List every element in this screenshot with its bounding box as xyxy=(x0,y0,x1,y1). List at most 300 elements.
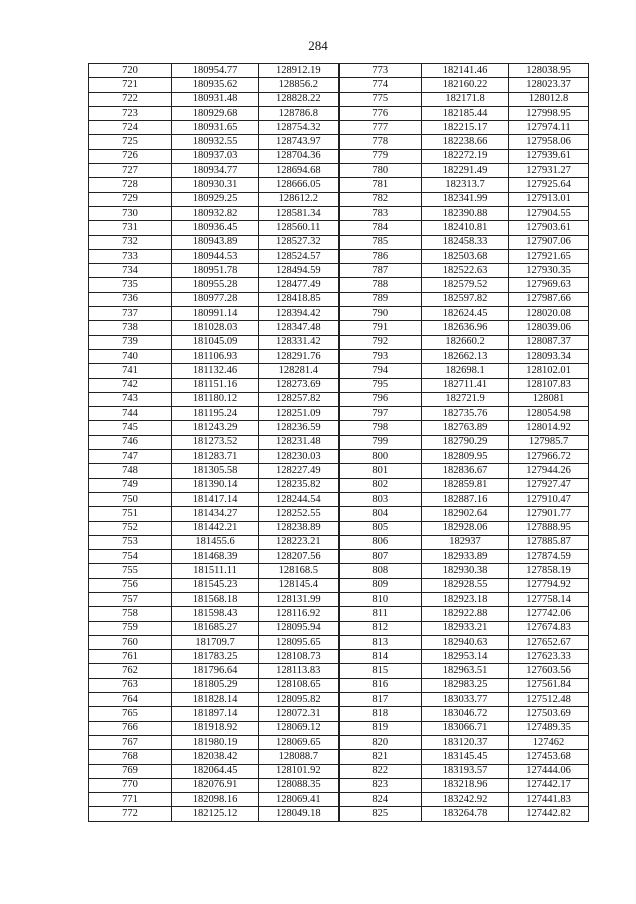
y-coordinate-cell: 127623.33 xyxy=(509,650,589,664)
y-coordinate-cell: 128054.98 xyxy=(509,407,589,421)
x-coordinate-cell: 182721.9 xyxy=(422,392,509,406)
x-coordinate-cell: 182698.1 xyxy=(422,364,509,378)
point-number-cell: 796 xyxy=(339,392,422,406)
point-number-cell: 782 xyxy=(339,192,422,206)
point-number-cell: 777 xyxy=(339,121,422,135)
table-row xyxy=(89,392,589,406)
table-row xyxy=(89,550,589,564)
y-coordinate-cell: 127921.65 xyxy=(509,249,589,263)
y-coordinate-cell: 128145.4 xyxy=(259,578,339,592)
table-row xyxy=(89,650,589,664)
y-coordinate-cell: 128049.18 xyxy=(259,807,339,821)
x-coordinate-cell: 180944.53 xyxy=(172,249,259,263)
point-number-cell: 776 xyxy=(339,106,422,120)
point-number-cell: 725 xyxy=(89,135,172,149)
x-coordinate-cell: 183193.57 xyxy=(422,764,509,778)
x-coordinate-cell: 183145.45 xyxy=(422,750,509,764)
table-row xyxy=(89,135,589,149)
table-row xyxy=(89,206,589,220)
point-number-cell: 807 xyxy=(339,550,422,564)
y-coordinate-cell: 128038.95 xyxy=(509,64,589,78)
x-coordinate-cell: 181685.27 xyxy=(172,621,259,635)
x-coordinate-cell: 182341.99 xyxy=(422,192,509,206)
y-coordinate-cell: 128786.8 xyxy=(259,106,339,120)
point-number-cell: 770 xyxy=(89,778,172,792)
point-number-cell: 801 xyxy=(339,464,422,478)
point-number-cell: 753 xyxy=(89,535,172,549)
x-coordinate-cell: 182185.44 xyxy=(422,106,509,120)
x-coordinate-cell: 181568.18 xyxy=(172,592,259,606)
table-row xyxy=(89,592,589,606)
x-coordinate-cell: 181511.11 xyxy=(172,564,259,578)
table-row xyxy=(89,778,589,792)
point-number-cell: 779 xyxy=(339,149,422,163)
y-coordinate-cell: 128081 xyxy=(509,392,589,406)
point-number-cell: 722 xyxy=(89,92,172,106)
point-number-cell: 721 xyxy=(89,78,172,92)
y-coordinate-cell: 128095.65 xyxy=(259,635,339,649)
x-coordinate-cell: 181417.14 xyxy=(172,492,259,506)
x-coordinate-cell: 182662.13 xyxy=(422,349,509,363)
y-coordinate-cell: 127858.19 xyxy=(509,564,589,578)
y-coordinate-cell: 127903.61 xyxy=(509,221,589,235)
point-number-cell: 784 xyxy=(339,221,422,235)
x-coordinate-cell: 181709.7 xyxy=(172,635,259,649)
point-number-cell: 772 xyxy=(89,807,172,821)
point-number-cell: 727 xyxy=(89,164,172,178)
point-number-cell: 781 xyxy=(339,178,422,192)
y-coordinate-cell: 128912.19 xyxy=(259,64,339,78)
point-number-cell: 751 xyxy=(89,507,172,521)
table-row xyxy=(89,707,589,721)
y-coordinate-cell: 128331.42 xyxy=(259,335,339,349)
y-coordinate-cell: 128524.57 xyxy=(259,249,339,263)
y-coordinate-cell: 128039.06 xyxy=(509,321,589,335)
x-coordinate-cell: 182809.95 xyxy=(422,450,509,464)
y-coordinate-cell: 128856.2 xyxy=(259,78,339,92)
y-coordinate-cell: 127985.7 xyxy=(509,435,589,449)
x-coordinate-cell: 182887.16 xyxy=(422,492,509,506)
x-coordinate-cell: 182937 xyxy=(422,535,509,549)
y-coordinate-cell: 128207.56 xyxy=(259,550,339,564)
x-coordinate-cell: 182141.46 xyxy=(422,64,509,78)
x-coordinate-cell: 182410.81 xyxy=(422,221,509,235)
table-row xyxy=(89,221,589,235)
x-coordinate-cell: 181028.03 xyxy=(172,321,259,335)
point-number-cell: 805 xyxy=(339,521,422,535)
table-row xyxy=(89,578,589,592)
table-row xyxy=(89,149,589,163)
y-coordinate-cell: 127603.56 xyxy=(509,664,589,678)
x-coordinate-cell: 182503.68 xyxy=(422,249,509,263)
table-row xyxy=(89,349,589,363)
point-number-cell: 745 xyxy=(89,421,172,435)
x-coordinate-cell: 182125.12 xyxy=(172,807,259,821)
y-coordinate-cell: 128012.8 xyxy=(509,92,589,106)
x-coordinate-cell: 180931.48 xyxy=(172,92,259,106)
point-number-cell: 788 xyxy=(339,278,422,292)
point-number-cell: 737 xyxy=(89,307,172,321)
y-coordinate-cell: 127910.47 xyxy=(509,492,589,506)
y-coordinate-cell: 128014.92 xyxy=(509,421,589,435)
point-number-cell: 740 xyxy=(89,349,172,363)
y-coordinate-cell: 128754.32 xyxy=(259,121,339,135)
x-coordinate-cell: 183033.77 xyxy=(422,693,509,707)
table-row xyxy=(89,492,589,506)
point-number-cell: 804 xyxy=(339,507,422,521)
x-coordinate-cell: 181897.14 xyxy=(172,707,259,721)
point-number-cell: 756 xyxy=(89,578,172,592)
x-coordinate-cell: 183242.92 xyxy=(422,793,509,807)
point-number-cell: 783 xyxy=(339,206,422,220)
point-number-cell: 730 xyxy=(89,206,172,220)
x-coordinate-cell: 180977.28 xyxy=(172,292,259,306)
x-coordinate-cell: 180936.45 xyxy=(172,221,259,235)
x-coordinate-cell: 181918.92 xyxy=(172,721,259,735)
y-coordinate-cell: 128168.5 xyxy=(259,564,339,578)
y-coordinate-cell: 127913.01 xyxy=(509,192,589,206)
point-number-cell: 815 xyxy=(339,664,422,678)
x-coordinate-cell: 182983.25 xyxy=(422,678,509,692)
y-coordinate-cell: 128087.37 xyxy=(509,335,589,349)
table-row xyxy=(89,635,589,649)
x-coordinate-cell: 182624.45 xyxy=(422,307,509,321)
y-coordinate-cell: 127561.84 xyxy=(509,678,589,692)
x-coordinate-cell: 182928.06 xyxy=(422,521,509,535)
x-coordinate-cell: 181243.29 xyxy=(172,421,259,435)
point-number-cell: 775 xyxy=(339,92,422,106)
x-coordinate-cell: 182930.38 xyxy=(422,564,509,578)
x-coordinate-cell: 182933.89 xyxy=(422,550,509,564)
x-coordinate-cell: 182953.14 xyxy=(422,650,509,664)
y-coordinate-cell: 128095.82 xyxy=(259,693,339,707)
point-number-cell: 809 xyxy=(339,578,422,592)
point-number-cell: 792 xyxy=(339,335,422,349)
point-number-cell: 760 xyxy=(89,635,172,649)
y-coordinate-cell: 127652.67 xyxy=(509,635,589,649)
point-number-cell: 822 xyxy=(339,764,422,778)
x-coordinate-cell: 180929.25 xyxy=(172,192,259,206)
x-coordinate-cell: 181151.16 xyxy=(172,378,259,392)
y-coordinate-cell: 128828.22 xyxy=(259,92,339,106)
y-coordinate-cell: 128069.12 xyxy=(259,721,339,735)
y-coordinate-cell: 128227.49 xyxy=(259,464,339,478)
point-number-cell: 747 xyxy=(89,450,172,464)
y-coordinate-cell: 128131.99 xyxy=(259,592,339,606)
point-number-cell: 787 xyxy=(339,264,422,278)
y-coordinate-cell: 128231.48 xyxy=(259,435,339,449)
table-row xyxy=(89,807,589,821)
table-row xyxy=(89,735,589,749)
y-coordinate-cell: 128494.59 xyxy=(259,264,339,278)
y-coordinate-cell: 128088.35 xyxy=(259,778,339,792)
x-coordinate-cell: 182064.45 xyxy=(172,764,259,778)
x-coordinate-cell: 182790.29 xyxy=(422,435,509,449)
coordinates-table-body xyxy=(89,64,589,822)
point-number-cell: 733 xyxy=(89,249,172,263)
y-coordinate-cell: 127901.77 xyxy=(509,507,589,521)
y-coordinate-cell: 127987.66 xyxy=(509,292,589,306)
x-coordinate-cell: 180935.62 xyxy=(172,78,259,92)
x-coordinate-cell: 181283.71 xyxy=(172,450,259,464)
point-number-cell: 795 xyxy=(339,378,422,392)
table-row xyxy=(89,507,589,521)
x-coordinate-cell: 182098.16 xyxy=(172,793,259,807)
table-row xyxy=(89,378,589,392)
x-coordinate-cell: 181195.24 xyxy=(172,407,259,421)
y-coordinate-cell: 127674.83 xyxy=(509,621,589,635)
point-number-cell: 821 xyxy=(339,750,422,764)
y-coordinate-cell: 128095.94 xyxy=(259,621,339,635)
x-coordinate-cell: 181434.27 xyxy=(172,507,259,521)
point-number-cell: 820 xyxy=(339,735,422,749)
table-row xyxy=(89,249,589,263)
y-coordinate-cell: 128418.85 xyxy=(259,292,339,306)
point-number-cell: 728 xyxy=(89,178,172,192)
table-row xyxy=(89,364,589,378)
table-row xyxy=(89,793,589,807)
point-number-cell: 754 xyxy=(89,550,172,564)
x-coordinate-cell: 181828.14 xyxy=(172,693,259,707)
y-coordinate-cell: 128527.32 xyxy=(259,235,339,249)
y-coordinate-cell: 127874.59 xyxy=(509,550,589,564)
y-coordinate-cell: 128477.49 xyxy=(259,278,339,292)
table-row xyxy=(89,464,589,478)
x-coordinate-cell: 181273.52 xyxy=(172,435,259,449)
y-coordinate-cell: 127966.72 xyxy=(509,450,589,464)
table-row xyxy=(89,450,589,464)
table-row xyxy=(89,407,589,421)
y-coordinate-cell: 127453.68 xyxy=(509,750,589,764)
table-row xyxy=(89,278,589,292)
x-coordinate-cell: 182458.33 xyxy=(422,235,509,249)
table-row xyxy=(89,78,589,92)
point-number-cell: 816 xyxy=(339,678,422,692)
table-row xyxy=(89,192,589,206)
point-number-cell: 744 xyxy=(89,407,172,421)
x-coordinate-cell: 181390.14 xyxy=(172,478,259,492)
point-number-cell: 814 xyxy=(339,650,422,664)
point-number-cell: 774 xyxy=(339,78,422,92)
y-coordinate-cell: 128088.7 xyxy=(259,750,339,764)
y-coordinate-cell: 128101.92 xyxy=(259,764,339,778)
point-number-cell: 786 xyxy=(339,249,422,263)
point-number-cell: 723 xyxy=(89,106,172,120)
point-number-cell: 755 xyxy=(89,564,172,578)
point-number-cell: 790 xyxy=(339,307,422,321)
y-coordinate-cell: 127974.11 xyxy=(509,121,589,135)
y-coordinate-cell: 127930.35 xyxy=(509,264,589,278)
x-coordinate-cell: 180951.78 xyxy=(172,264,259,278)
table-row xyxy=(89,621,589,635)
point-number-cell: 762 xyxy=(89,664,172,678)
point-number-cell: 798 xyxy=(339,421,422,435)
x-coordinate-cell: 182923.18 xyxy=(422,592,509,606)
y-coordinate-cell: 128704.36 xyxy=(259,149,339,163)
x-coordinate-cell: 182902.64 xyxy=(422,507,509,521)
x-coordinate-cell: 182660.2 xyxy=(422,335,509,349)
table-row xyxy=(89,92,589,106)
x-coordinate-cell: 180930.31 xyxy=(172,178,259,192)
x-coordinate-cell: 182735.76 xyxy=(422,407,509,421)
point-number-cell: 761 xyxy=(89,650,172,664)
y-coordinate-cell: 128236.59 xyxy=(259,421,339,435)
y-coordinate-cell: 127794.92 xyxy=(509,578,589,592)
y-coordinate-cell: 128093.34 xyxy=(509,349,589,363)
y-coordinate-cell: 128107.83 xyxy=(509,378,589,392)
point-number-cell: 825 xyxy=(339,807,422,821)
y-coordinate-cell: 128347.48 xyxy=(259,321,339,335)
y-coordinate-cell: 128666.05 xyxy=(259,178,339,192)
y-coordinate-cell: 127512.48 xyxy=(509,693,589,707)
table-row xyxy=(89,178,589,192)
table-row xyxy=(89,664,589,678)
y-coordinate-cell: 127925.64 xyxy=(509,178,589,192)
y-coordinate-cell: 127441.83 xyxy=(509,793,589,807)
y-coordinate-cell: 127888.95 xyxy=(509,521,589,535)
y-coordinate-cell: 128230.03 xyxy=(259,450,339,464)
y-coordinate-cell: 128743.97 xyxy=(259,135,339,149)
point-number-cell: 766 xyxy=(89,721,172,735)
y-coordinate-cell: 127969.63 xyxy=(509,278,589,292)
x-coordinate-cell: 181132.46 xyxy=(172,364,259,378)
point-number-cell: 749 xyxy=(89,478,172,492)
y-coordinate-cell: 128394.42 xyxy=(259,307,339,321)
table-row xyxy=(89,164,589,178)
x-coordinate-cell: 182940.63 xyxy=(422,635,509,649)
x-coordinate-cell: 181783.25 xyxy=(172,650,259,664)
coordinates-table xyxy=(88,63,589,822)
point-number-cell: 742 xyxy=(89,378,172,392)
x-coordinate-cell: 182390.88 xyxy=(422,206,509,220)
y-coordinate-cell: 127885.87 xyxy=(509,535,589,549)
point-number-cell: 813 xyxy=(339,635,422,649)
point-number-cell: 793 xyxy=(339,349,422,363)
x-coordinate-cell: 183046.72 xyxy=(422,707,509,721)
x-coordinate-cell: 182160.22 xyxy=(422,78,509,92)
x-coordinate-cell: 182313.7 xyxy=(422,178,509,192)
y-coordinate-cell: 127927.47 xyxy=(509,478,589,492)
table-row xyxy=(89,564,589,578)
y-coordinate-cell: 127489.35 xyxy=(509,721,589,735)
table-row xyxy=(89,292,589,306)
x-coordinate-cell: 180929.68 xyxy=(172,106,259,120)
table-row xyxy=(89,750,589,764)
y-coordinate-cell: 127904.55 xyxy=(509,206,589,220)
x-coordinate-cell: 182522.63 xyxy=(422,264,509,278)
y-coordinate-cell: 127442.82 xyxy=(509,807,589,821)
table-row xyxy=(89,478,589,492)
point-number-cell: 810 xyxy=(339,592,422,606)
x-coordinate-cell: 182238.66 xyxy=(422,135,509,149)
y-coordinate-cell: 127944.26 xyxy=(509,464,589,478)
point-number-cell: 750 xyxy=(89,492,172,506)
x-coordinate-cell: 180932.55 xyxy=(172,135,259,149)
x-coordinate-cell: 181805.29 xyxy=(172,678,259,692)
y-coordinate-cell: 127742.06 xyxy=(509,607,589,621)
x-coordinate-cell: 181180.12 xyxy=(172,392,259,406)
point-number-cell: 802 xyxy=(339,478,422,492)
point-number-cell: 791 xyxy=(339,321,422,335)
table-row xyxy=(89,721,589,735)
x-coordinate-cell: 182836.67 xyxy=(422,464,509,478)
point-number-cell: 817 xyxy=(339,693,422,707)
x-coordinate-cell: 181796.64 xyxy=(172,664,259,678)
point-number-cell: 764 xyxy=(89,693,172,707)
x-coordinate-cell: 181455.6 xyxy=(172,535,259,549)
y-coordinate-cell: 127442.17 xyxy=(509,778,589,792)
x-coordinate-cell: 182291.49 xyxy=(422,164,509,178)
y-coordinate-cell: 128113.83 xyxy=(259,664,339,678)
y-coordinate-cell: 127907.06 xyxy=(509,235,589,249)
point-number-cell: 734 xyxy=(89,264,172,278)
point-number-cell: 720 xyxy=(89,64,172,78)
point-number-cell: 819 xyxy=(339,721,422,735)
y-coordinate-cell: 128223.21 xyxy=(259,535,339,549)
y-coordinate-cell: 128116.92 xyxy=(259,607,339,621)
point-number-cell: 785 xyxy=(339,235,422,249)
x-coordinate-cell: 181045.09 xyxy=(172,335,259,349)
x-coordinate-cell: 181106.93 xyxy=(172,349,259,363)
table-row xyxy=(89,693,589,707)
point-number-cell: 803 xyxy=(339,492,422,506)
table-row xyxy=(89,64,589,78)
y-coordinate-cell: 128235.82 xyxy=(259,478,339,492)
table-row xyxy=(89,764,589,778)
y-coordinate-cell: 128108.65 xyxy=(259,678,339,692)
y-coordinate-cell: 128281.4 xyxy=(259,364,339,378)
point-number-cell: 757 xyxy=(89,592,172,606)
point-number-cell: 759 xyxy=(89,621,172,635)
x-coordinate-cell: 180931.65 xyxy=(172,121,259,135)
x-coordinate-cell: 182636.96 xyxy=(422,321,509,335)
point-number-cell: 806 xyxy=(339,535,422,549)
table-row xyxy=(89,607,589,621)
point-number-cell: 794 xyxy=(339,364,422,378)
x-coordinate-cell: 181545.23 xyxy=(172,578,259,592)
y-coordinate-cell: 128069.41 xyxy=(259,793,339,807)
point-number-cell: 741 xyxy=(89,364,172,378)
point-number-cell: 799 xyxy=(339,435,422,449)
point-number-cell: 726 xyxy=(89,149,172,163)
x-coordinate-cell: 182933.21 xyxy=(422,621,509,635)
point-number-cell: 769 xyxy=(89,764,172,778)
point-number-cell: 818 xyxy=(339,707,422,721)
y-coordinate-cell: 128023.37 xyxy=(509,78,589,92)
x-coordinate-cell: 182859.81 xyxy=(422,478,509,492)
y-coordinate-cell: 127958.06 xyxy=(509,135,589,149)
point-number-cell: 771 xyxy=(89,793,172,807)
table-row xyxy=(89,235,589,249)
point-number-cell: 800 xyxy=(339,450,422,464)
point-number-cell: 767 xyxy=(89,735,172,749)
y-coordinate-cell: 128560.11 xyxy=(259,221,339,235)
point-number-cell: 823 xyxy=(339,778,422,792)
x-coordinate-cell: 182038.42 xyxy=(172,750,259,764)
y-coordinate-cell: 128020.08 xyxy=(509,307,589,321)
point-number-cell: 743 xyxy=(89,392,172,406)
x-coordinate-cell: 181442.21 xyxy=(172,521,259,535)
point-number-cell: 789 xyxy=(339,292,422,306)
page-number: 284 xyxy=(308,38,328,53)
table-row xyxy=(89,435,589,449)
table-row xyxy=(89,121,589,135)
point-number-cell: 780 xyxy=(339,164,422,178)
x-coordinate-cell: 182963.51 xyxy=(422,664,509,678)
y-coordinate-cell: 128069.65 xyxy=(259,735,339,749)
y-coordinate-cell: 128244.54 xyxy=(259,492,339,506)
table-row xyxy=(89,421,589,435)
